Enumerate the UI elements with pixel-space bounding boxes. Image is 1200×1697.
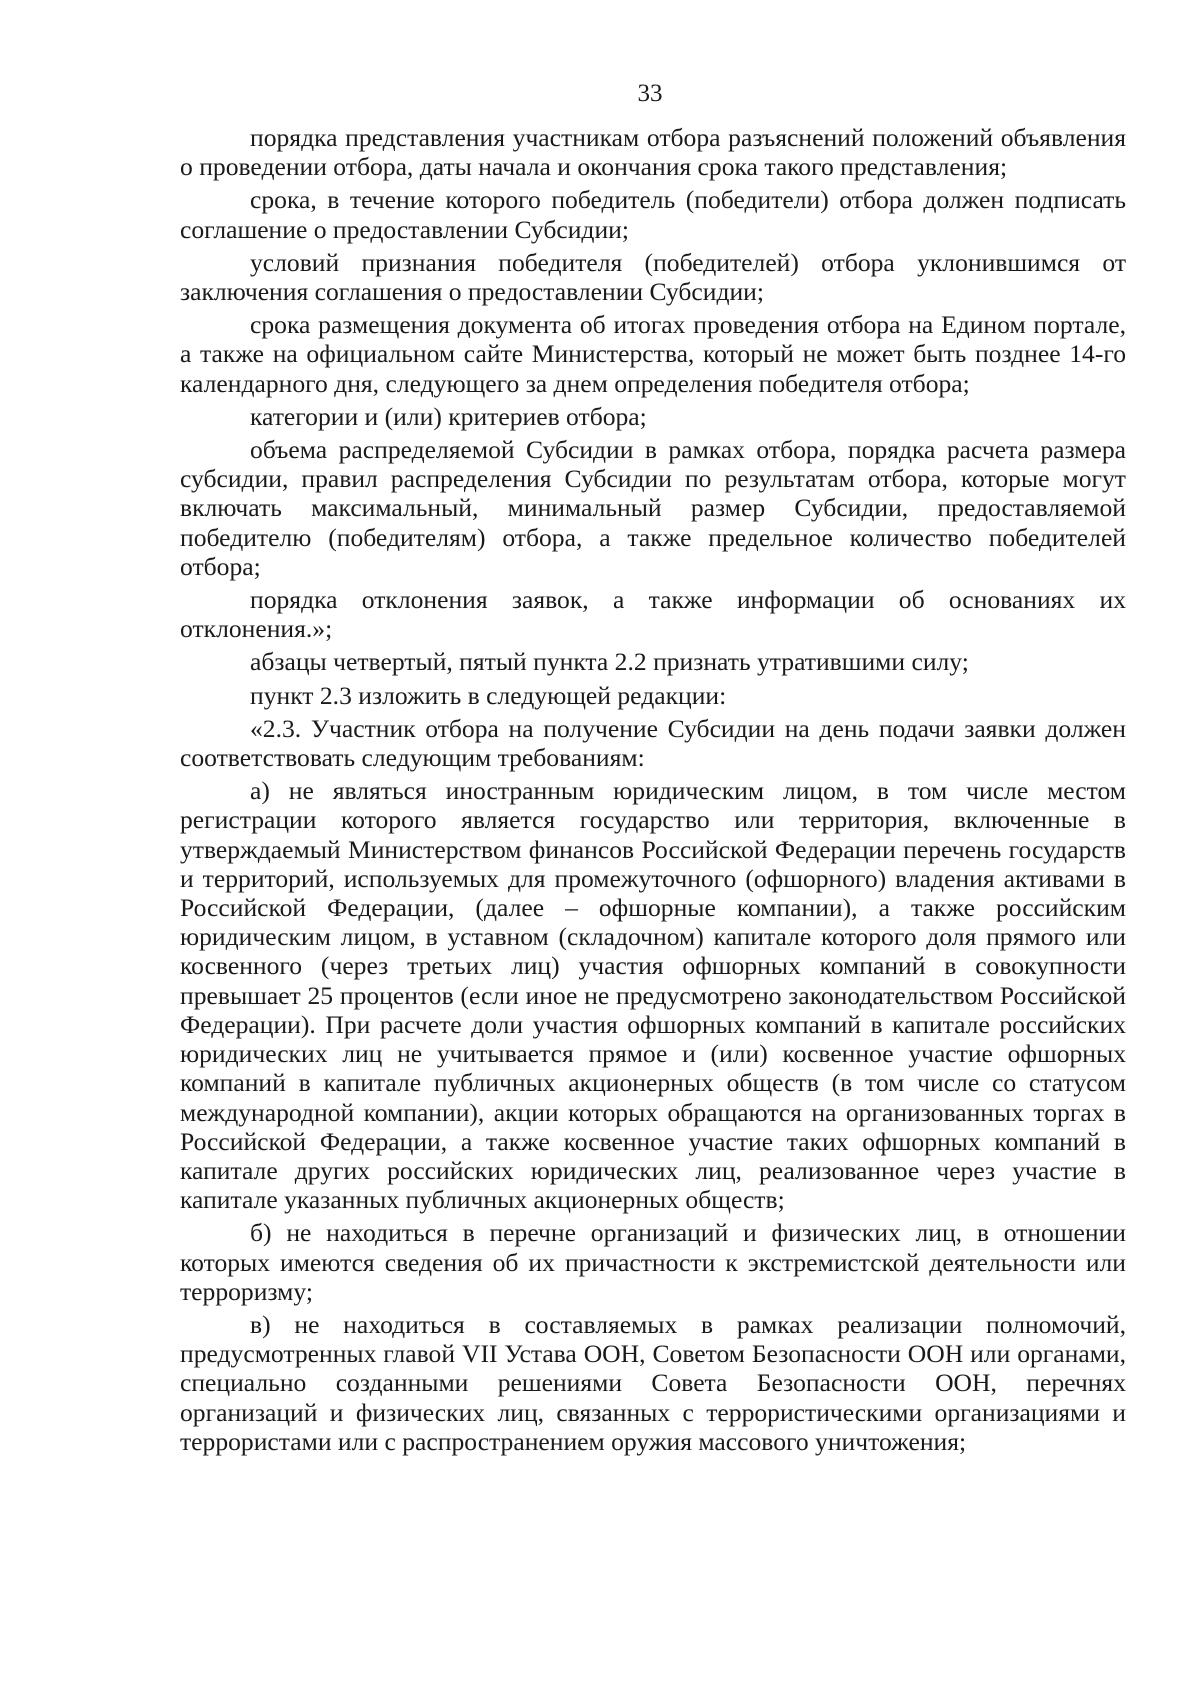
paragraph: категории и (или) критериев отбора;	[250, 401, 647, 431]
paragraph: «2.3. Участник отбора на получение Субсидии на день подачи заявки должен соответствовать следующим требованиям:	[180, 713, 1126, 773]
paragraph: в) не находиться в составляемых в рамках реализации полномочий, предусмотренных главой VII Устава ООН, Советом Безопасности ООН или органами, специально созданными решениями Совета Безопасности ООН, перечнях организаций и физических лиц, связанных с террористическими организациями и террористами или с распространением оружия массового уничтожения;	[180, 1309, 1126, 1456]
paragraph: б) не находиться в перечне организаций и физических лиц, в отношении которых имеются сведения об их причастности к экстремистской деятельности или терроризму;	[180, 1218, 1126, 1306]
paragraph: а) не являться иностранным юридическим лицом, в том числе местом регистрации которого является государство или территория, включенные в утверждаемый Министерством финансов Российской Федерации перечень государств и территорий, используемых для промежуточного (офшорного) владения активами в Российской Федерации, (далее – офшорные компании), а также российским юридическим лицом, в уставном (складочном) капитале которого доля прямого или косвенного (через третьих лиц) участия офшорных компаний в совокупности превышает 25 процентов (если иное не предусмотрено законодательством Российской Федерации). При расчете доли участия офшорных компаний в капитале российских юридических лиц не учитывается прямое и (или) косвенное участие офшорных компаний в капитале публичных акционерных обществ (в том числе со статусом международной компании), акции которых обращаются на организованных торгах в Российской Федерации, а также косвенное участие таких офшорных компаний в капитале других российских юридических лиц, реализованное через участие в капитале указанных публичных акционерных обществ;	[180, 776, 1126, 1215]
page-number: 33	[637, 80, 663, 107]
paragraph: срока, в течение которого победитель (победители) отбора должен подписать соглашение о предоставлении Субсидии;	[180, 185, 1126, 244]
paragraph: пункт 2.3 изложить в следующей редакции:	[250, 680, 727, 710]
paragraph: срока размещения документа об итогах проведения отбора на Едином портале, а также на официальном сайте Министерства, который не может быть позднее 14-го календарного дня, следующего за днем определения победителя отбора;	[180, 310, 1126, 398]
document-body	[180, 123, 1126, 1456]
paragraph: абзацы четвертый, пятый пункта 2.2 признать утратившими силу;	[250, 647, 969, 677]
paragraph: порядка отклонения заявок, а также информации об основаниях их отклонения.»;	[180, 585, 1126, 644]
paragraph: объема распределяемой Субсидии в рамках отбора, порядка расчета размера субсидии, правил распределения Субсидии по результатам отбора, которые могут включать максимальный, минимальный размер Субсидии, предоставляемой победителю (победителям) отбора, а также предельное количество победителей отбора;	[180, 435, 1126, 581]
paragraph: порядка представления участникам отбора разъяснений положений объявления о проведении отбора, даты начала и окончания срока такого представления;	[180, 123, 1126, 182]
paragraph: условий признания победителя (победителей) отбора уклонившимся от заключения соглашения о предоставлении Субсидии;	[180, 247, 1126, 307]
